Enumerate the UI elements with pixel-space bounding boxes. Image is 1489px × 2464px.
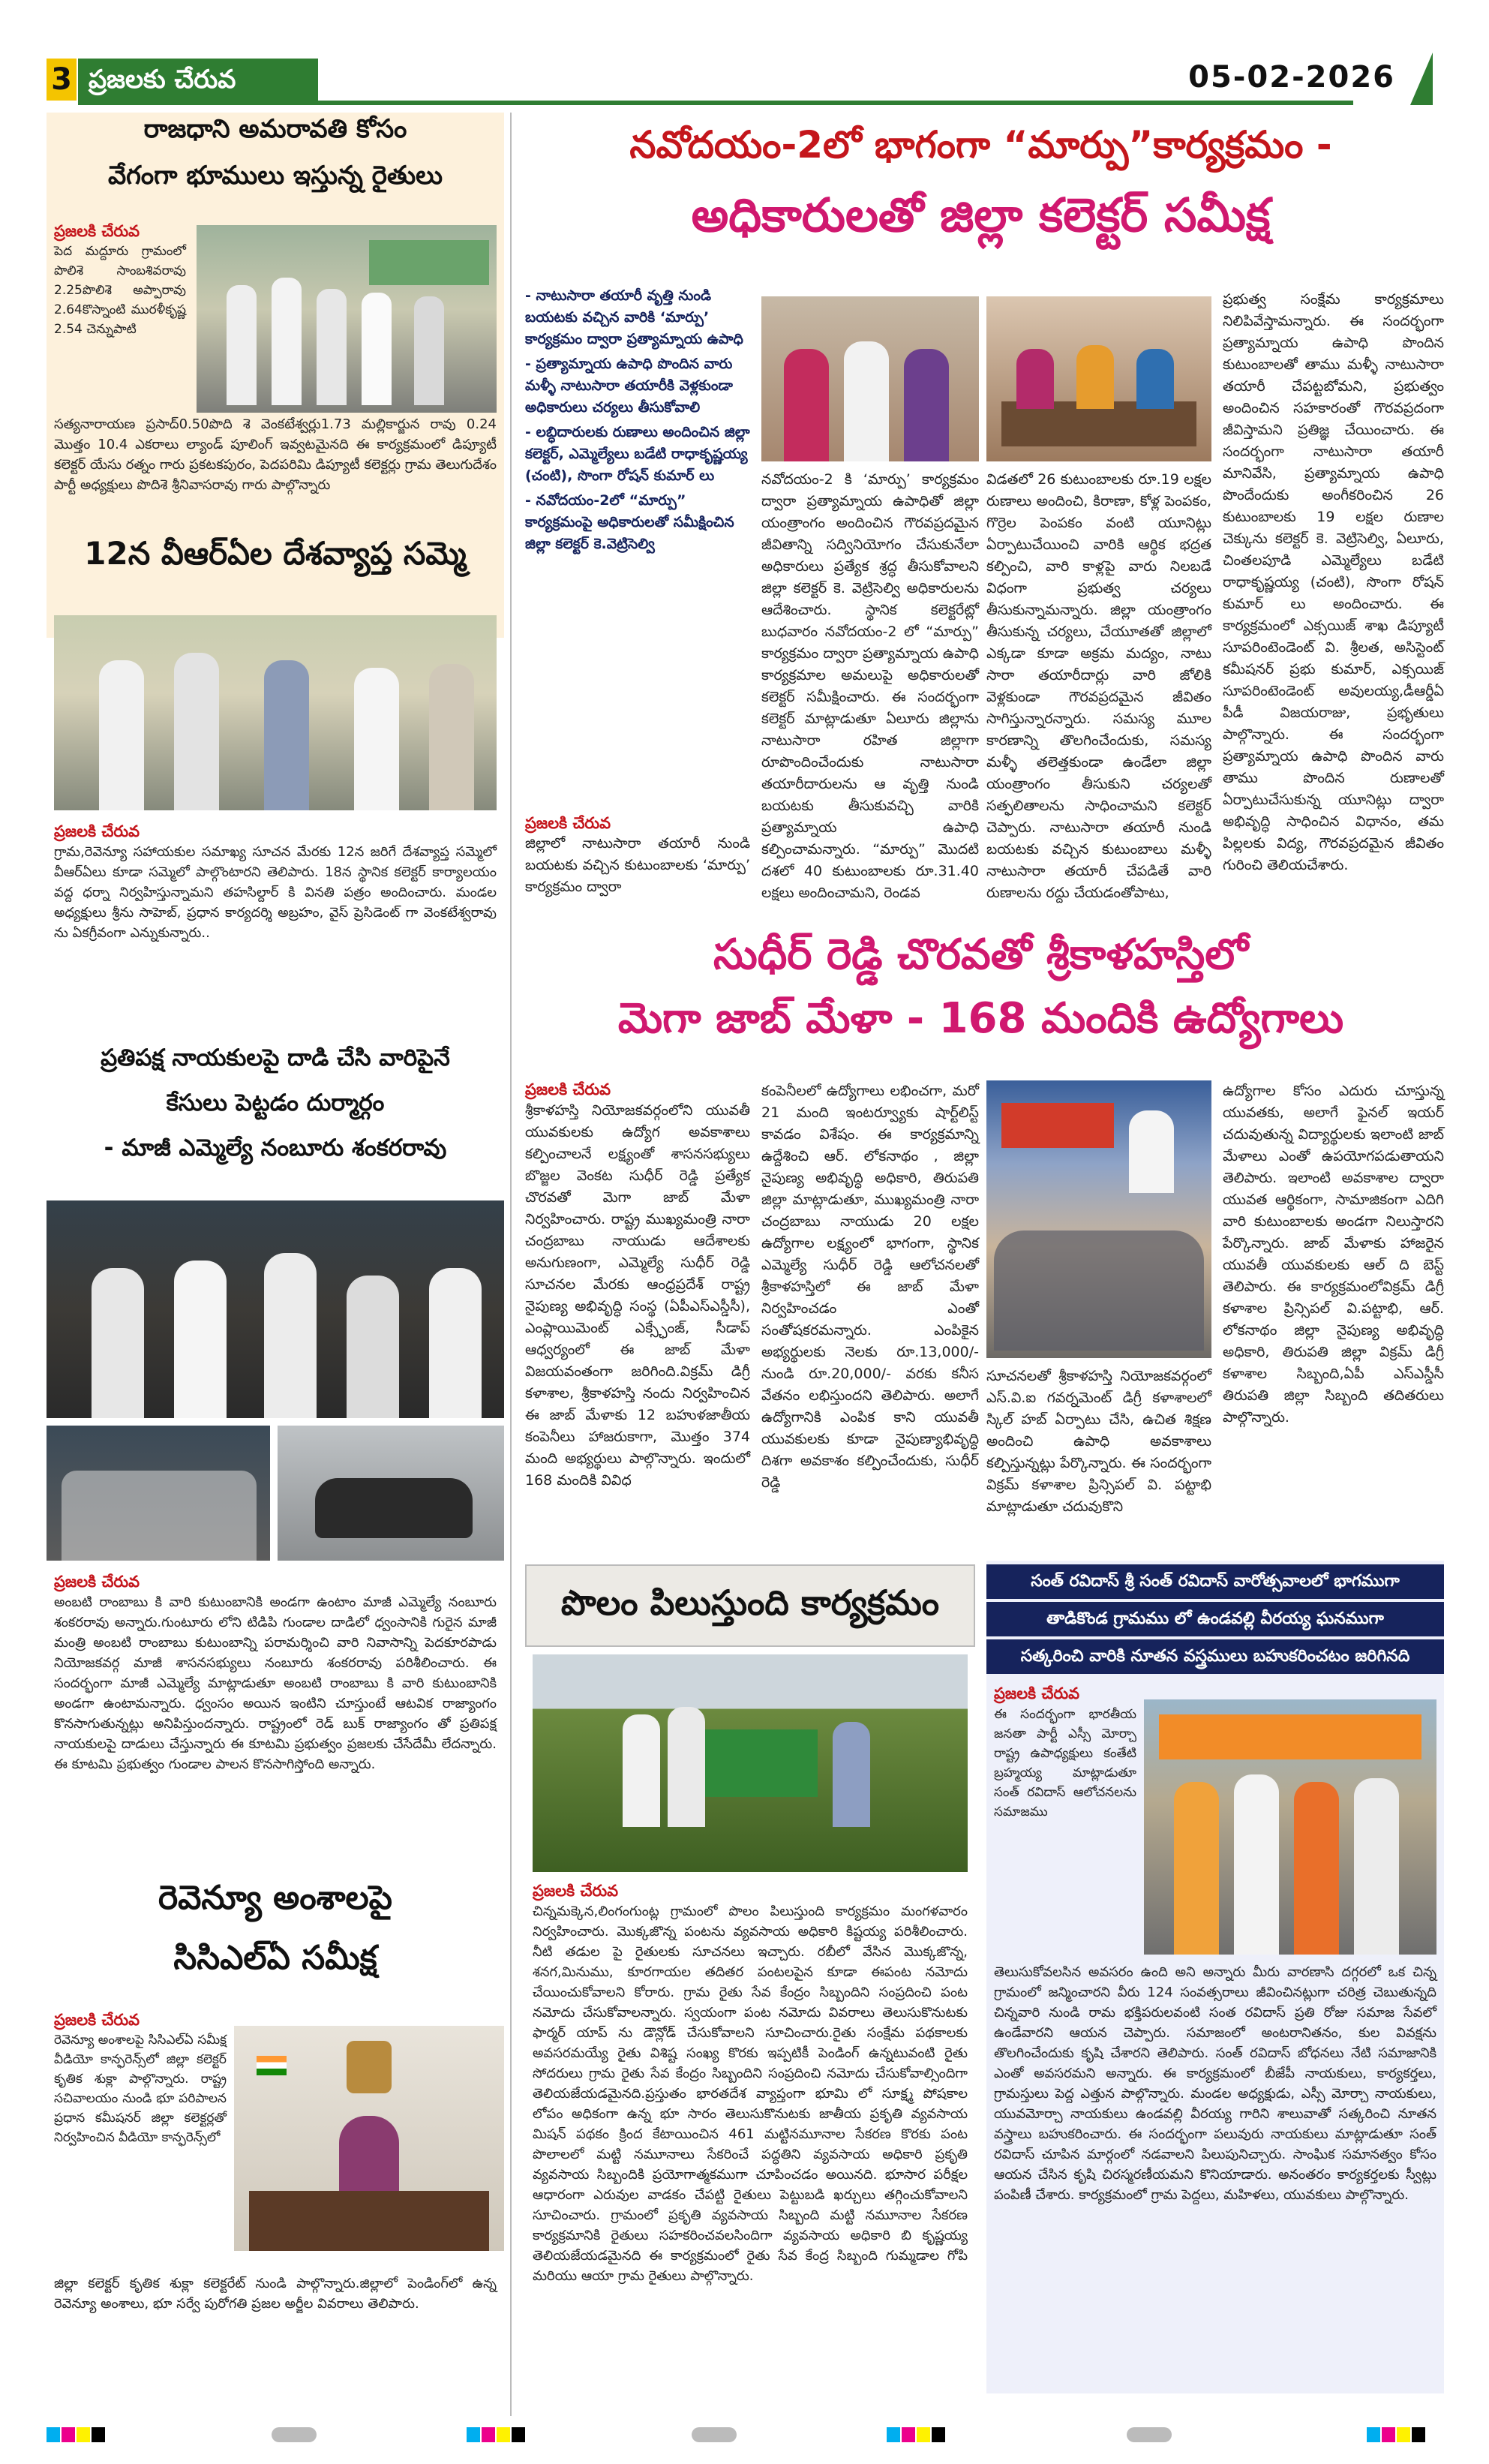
flag (257, 2056, 287, 2075)
main-story4-byline: ప్రజలకి చేరువ (994, 1684, 1080, 1702)
left-story3-headline-2: కేసులు పెట్టడం దుర్మార్గం (166, 1089, 385, 1116)
left-story1-side-text: పెద మద్దూరు గ్రామంలో పొలిశె సాంబశివరావు 2.25పొలిశె అప్పారావు 2.64కొస్నాంటి మురళీకృష్ణ 2.54 చెన్నుపాటి (54, 244, 186, 337)
left-story1-headline-1: రాజధాని అమరావతి కోసం (143, 114, 407, 144)
person (429, 664, 474, 810)
person (1294, 1782, 1339, 1955)
main-story2-headline-1: సుధీర్ రెడ్డి చొరవతో శ్రీకాళహస్తిలో (713, 930, 1248, 979)
crowd (994, 1230, 1204, 1351)
banner (1159, 1714, 1421, 1759)
person (99, 660, 144, 810)
swatch (47, 2427, 60, 2442)
person (174, 1261, 227, 1418)
swatch (497, 2427, 510, 2442)
photo-collector-meeting (761, 296, 979, 461)
person (1016, 349, 1054, 409)
main-story2-col3: సూచనలతో శ్రీకాళహస్తి నియోజకవర్గంలో ఎస్.వి.ఐ గవర్నమెంట్ డిగ్రీ కళాశాలలో స్కిల్ హబ్ ఏర్పాటు చేసి, ఉచిత శిక్షణ అందించి ఉపాధి అవకాశాలు కల్పిస్తున్నట్లు పేర్కొన్నారు. ఈ సందర్భంగా విక్రమ్ కళాశాల ప్రిన్సిపల్ వి. పట్టాభి మాట్లాడుతూ చదువుకొని (986, 1368, 1211, 1515)
banner (369, 240, 489, 285)
left-story2-body: గ్రామ,రెవెన్యూ సహాయకుల సమాఖ్య సూచన మేరకు 12న జరిగే దేశవ్యాప్త సమ్మెలో వీఆర్ఏలు కూడా సమ్మెలో పాల్గొంటారని తెలిపారు. 18న స్థానిక కలెక్టర్ కార్యాలయం వద్ద ధర్నా నిర్వహిస్తున్నామని తహసిల్దార్ కి వినతి పత్రం అందించారు. మండల అధ్యక్షులు శ్రీను సాహెబ్, ప్రధాన కార్యదర్శి అబ్రహం, వైస్ ప్రెసిడెంట్ గా వెంకటేశ్వరావు ను ఏకగ్రీవంగా ఎన్నుకున్నారు.. (54, 844, 497, 941)
bullet: - నవోదయం-2లో “మార్పు” కార్యక్రమంపై అధికారులతో సమీక్షించిన జిల్లా కలెక్టర్ కె.వెట్రిసెల్వి (525, 492, 734, 552)
person (339, 2116, 399, 2191)
photo-ravidas-felicitation (1144, 1699, 1436, 1955)
banner (705, 1729, 818, 1797)
left-story2-byline: ప్రజలకి చేరువ (54, 822, 140, 840)
person (227, 285, 257, 405)
left-story3-headline-3: - మాజీ ఎమ్మెల్యే నంబూరు శంకరరావు (104, 1134, 447, 1161)
crowd (62, 1471, 257, 1561)
left-story4-byline: ప్రజలకి చేరువ (54, 2011, 140, 2029)
person (362, 293, 392, 405)
left-story1-body: సత్యనారాయణ ప్రసాద్0.50పొది శె వెంకటేశ్వర్లు1.73 మల్లికార్జున రావు 0.24 మొత్తం 10.4 ఎకరాలు ల్యాండ్ పూలింగ్ ఇవ్వటమైనది ఈ కార్యక్రమంలో డిప్యూటీ కలెక్టర్ యేసు రత్నం గారు ప్రకటకపురం, పెదపరిమి డిప్యూటీ కలెక్టర్లు గ్రామ తెలుగుదేశం పార్టీ అధ్యక్షులు పొదిశె శ్రీనివాసరావు గారు పాల్గొన్నారు (54, 416, 497, 493)
person (668, 1707, 705, 1827)
person (1129, 1110, 1174, 1193)
main-story4-body: తెలుసుకోవలసిన అవసరం ఉంది అని అన్నారు మీరు వారణాసి దగ్గరలో ఒక చిన్న గ్రామంలో జన్మించారని వీరు 124 సంవత్సరాలు జీవించినట్లుగా చరిత్ర చెబుతున్నది చిన్నవారి నుండి రామ భక్తిపరులవంటి సంత రవిదాస్ ప్రతి రోజు సమాజ సేవలో ఉండేవారని ఆయన చెప్పారు. సమాజంలో అంటరానితనం, కుల వివక్షను తొలగించేందుకు కృషి చేశారని తెలిపారు. సంత్ రవిదాస్ బోధనలు నేటి సమాజానికి ఎంతో అవసరమని అన్నారు. ఈ కార్యక్రమంలో బీజేపీ నాయకులు, కార్యకర్తలు, గ్రామస్తులు పెద్ద ఎత్తున పాల్గొన్నారు. మండల అధ్యక్షుడు, ఎస్సీ మోర్చా నాయకులు, యువమోర్చా నాయకులు ఉండవల్లి వీరయ్య గారిని శాలువాతో సత్కరించి నూతన వస్త్రాలు బహుకరించారు. ఈ సందర్భంగా పలువురు నాయకులు మాట్లాడుతూ సంత్ రవిదాస్ చూపిన మార్గంలో నడవాలని పిలుపునిచ్చారు. సాంఘిక సమానత్వం కోసం ఆయన చేసిన కృషి చిరస్మరణీయమని కొనియాడారు. అనంతరం కార్యకర్తలకు స్వీట్లు పంపిణీ చేశారు. కార్యక్రమంలో గ్రామ పెద్దలు, మహిళలు, యువకులు పాల్గొన్నారు. (994, 1964, 1437, 2203)
bullet: - ప్రత్యామ్నాయ ఉపాధి పొందిన వారు మళ్ళీ నాటుసారా తయారీకి వెళ్లకుండా అధికారులు చర్యలు తీసుకోవాలి (525, 356, 733, 416)
section-title: ప్రజలకు చేరువ (78, 59, 318, 101)
main-story1-byline: ప్రజలకి చేరువ (525, 814, 611, 832)
page-number: 3 (47, 59, 77, 101)
main-story3-byline: ప్రజలకి చేరువ (533, 1882, 619, 1900)
swatch (77, 2427, 90, 2442)
left-story1-headline-2: వేగంగా భూములు ఇస్తున్న రైతులు (107, 161, 443, 191)
person (1354, 1778, 1399, 1955)
main-story2-col4: ఉద్యోగాల కోసం ఎదురు చూస్తున్న యువతకు, అలాగే ఫైనల్ ఇయర్ చదువుతున్న విద్యార్థులకు ఇలాంటి జాబ్ మేళాలు ఎంతో ఉపయోగపడుతాయని తెలిపారు. ఇలాంటి అవకాశాల ద్వారా యువత ఆర్థికంగా, సామాజికంగా ఎదిగి వారి కుటుంబాలకు అండగా నిలుస్తారని పేర్కొన్నారు. జాబ్ మేళాకు హాజరైన యువతీ యువకులకు ఆల్ ది బెస్ట్ తెలిపారు. ఈ కార్యక్రమంలోవిక్రమ్ డిగ్రీ కళాశాల ప్రిన్సిపల్ వి.పట్టాభి, ఆర్. లోకనాథం జిల్లా నైపుణ్య అభివృద్ధి అధికారి, తిరుపతి జిల్లా విక్రమ్ డిగ్రీ కళాశాల సిబ్బంది,ఏపీ ఎస్ఎస్డీసీ తిరుపతి జిల్లా సిబ్బంది తదితరులు పాల్గొన్నారు. (1223, 1083, 1444, 1426)
photo-farmers-handover (197, 225, 497, 413)
left-story2-headline: 12న వీఆర్ఏల దేశవ్యాప్త సమ్మె (84, 535, 467, 572)
swatch (1367, 2427, 1380, 2442)
main-story3-headline: పొలం పిలుస్తుంది కార్యక్రమం (560, 1582, 940, 1623)
person (92, 1268, 144, 1418)
left-story1-byline: ప్రజలకి చేరువ (54, 222, 140, 240)
person (1136, 349, 1174, 409)
swatch (272, 2427, 317, 2442)
photo-maize-field (533, 1654, 968, 1872)
swatch (1397, 2427, 1410, 2442)
left-story4-headline-2: సిసిఎల్ఏ సమీక్ష (173, 1939, 377, 1977)
swatch (932, 2427, 945, 2442)
person (784, 349, 829, 461)
left-story4-side-text: రెవెన్యూ అంశాలపై సిసిఎల్ఏ సమీక్ష వీడియో కాన్ఫరెన్స్‌లో జిల్లా కలెక్టర్ కృతిక శుక్లా పాల్గొన్నారు. రాష్ట్ర సచివాలయం నుండి భూ పరిపాలన ప్రధాన కమీషనర్ జిల్లా కలెక్టర్లతో నిర్వహించిన వీడియో కాన్ఫరెన్స్‌లో (54, 2033, 227, 2145)
main-story1-bullets (525, 285, 750, 555)
bullet: - నాటుసారా తయారీ వృత్తి నుండి బయటకు వచ్చిన వారికి ‘మార్పు’ కార్యక్రమం ద్వారా ప్రత్యామ్నాయ ఉపాధి (525, 287, 743, 347)
left-story4-body: జిల్లా కలెక్టర్ కృతిక శుక్లా కలెక్టరేట్ నుండి పాల్గొన్నారు.జిల్లాలో పెండింగ్‌లో ఉన్న రెవెన్యూ అంశాలు, భూ సర్వే పురోగతి ప్రజల అర్జీల వివరాలు తెలిపారు. (54, 2276, 497, 2312)
swatch (482, 2427, 495, 2442)
main-story4-side-text: ఈ సందర్భంగా భారతీయ జనతా పార్టీ ఎస్సీ మోర్చా రాష్ట్ర ఉపాధ్యక్షులు కంతేటి బ్రహ్మయ్య మాట్లాడుతూ సంత్ రవిదాస్ ఆలోచనలను సమాజము (994, 1707, 1136, 1819)
person (317, 289, 347, 405)
main-story1-col3: విడతలో 26 కుటుంబాలకు రూ.19 లక్షల రుణాలు అందించి, కిరాణా, కోళ్ల పెంపకం, గొర్రెల పెంపకం వంటి యూనిట్లు ఏర్పాటుచేయించి వారికి ఆర్థిక భద్రత కల్పించి, వారి కాళ్లపై వారు నిలబడే విధంగా ప్రభుత్వ చర్యలు తీసుకున్నామన్నారు. జిల్లా యంత్రాంగం తీసుకున్న చర్యలు, చేయూతతో జిల్లాలో ఎక్కడా కూడా అక్రమ మద్యం, నాటు సారా తయారీదార్లు వారి జోలికి వెళ్లకుండా గౌరవప్రదమైన జీవితం సాగిస్తున్నారన్నారు. సమస్య మూల కారణాన్ని తొలగించేందుకు, సమస్య మళ్ళీ తలెత్తకుండా ఉండేలా జిల్లా యంత్రాంగం తీసుకుని చర్యలతో సత్ఫలితాలను సాధించామని కలెక్టర్ చెప్పారు. నాటుసారా తయారీ నుండి బయటకు వచ్చిన కుటుంబాలు మళ్ళీ నాటుసారా తయారీ చేపడితే వారి రుణాలను రద్దు చేయడంతోపాటు, (986, 471, 1211, 901)
swatch (92, 2427, 105, 2442)
main-story2-headline-2: మెగా జాబ్ మేళా - 168 మందికి ఉద్యోగాలు (617, 994, 1344, 1043)
bullet: - లబ్ధిదారులకు రుణాలు అందించిన జిల్లా కలెక్టర్, ఎమ్మెల్యేలు బడేటి రాధాకృష్ణయ్య (చంటి), సొంగా రోషన్ కుమార్ లు (525, 424, 750, 484)
swatch (467, 2427, 480, 2442)
photo-vra-memorandum (54, 615, 497, 810)
car (315, 1478, 473, 1538)
person (354, 668, 399, 810)
person (429, 1268, 482, 1418)
header-green-wedge (1410, 53, 1433, 105)
person (414, 296, 444, 405)
photo-job-mela (986, 1080, 1211, 1358)
person (833, 1722, 870, 1827)
main-story4-headline-2: తాడికొండ గ్రామము లో ఉండవల్లి వీరయ్య ఘనముగా (986, 1602, 1444, 1636)
left-story3-byline: ప్రజలకి చేరువ (54, 1573, 140, 1591)
swatch (62, 2427, 75, 2442)
photo-video-conference (234, 2026, 504, 2251)
left-story3-headline-1: ప్రతిపక్ష నాయకులపై దాడి చేసి వారిపైనే (101, 1044, 450, 1071)
left-story4-headline-1: రెవెన్యూ అంశాలపై (158, 1879, 392, 1917)
person (264, 1253, 317, 1418)
swatch (692, 2427, 737, 2442)
left-story3-body: అంబటి రాంబాబు కి వారి కుటుంబానికి అండగా ఉంటాం మాజీ ఎమ్మెల్యే నంబూరు శంకరరావు అన్నారు.గుంటూరు లోని టిడిపి గుండాల దాడిలో ధ్వంసానికి గురైన మాజీ మంత్రి అంబటి రాంబాబు కుటుంబాన్ని పరామర్శించి వారి నివాసాన్ని పెదకూరపాడు నియోజకవర్గ మాజీ శాసనసభ్యులు నంబూరు శంకరరావు పరిశీలించారు. ఈ సందర్భంగా మాజీ ఎమ్మెల్యే మాట్లాడుతూ అంబటి రాంబాబు కి వారి కుటుంబానికి అండగా ఉంటామన్నారు. ధ్వంసం అయిన ఇంటిని చూస్తుంటే ఆటవిక రాజ్యాంగం కొనసాగుతున్నట్లు అనిపిస్తుందన్నారు. రాష్ట్రంలో రెడ్ బుక్ రాజ్యాంగం తో ప్రతిపక్ష నాయకులపై దాడులు చేస్తున్నారు ఈ కూటమి ప్రభుత్వం ప్రజలకు చేసేదేమీ లేదన్నారు. ఈ కూటమి ప్రభుత్వం గుండాల పాలన కొనసాగిస్తోంది అన్నారు. (54, 1594, 497, 1772)
photo-ex-mla-visit (47, 1200, 504, 1418)
person (174, 653, 219, 810)
person (623, 1714, 660, 1827)
person (1174, 1782, 1219, 1955)
main-story1-headline-1: నవోదయం-2లో భాగంగా “మార్పు”కార్యక్రమం - (629, 123, 1332, 167)
photo-collector-meeting-2 (986, 296, 1211, 461)
photo-ex-mla-visit-2 (47, 1426, 270, 1561)
date: 05-02-2026 (1188, 60, 1395, 95)
person (347, 1276, 399, 1418)
swatch (902, 2427, 915, 2442)
main-story1-col2: నవోదయం-2 కి ‘మార్పు’ కార్యక్రమం ద్వారా ప్రత్యామ్నాయ ఉపాధితో జిల్లా యంత్రాంగం అందించిన గౌరవప్రదమైన జీవితాన్ని సద్వినియోగం చేసుకునేలా అధికారులు ప్రత్యేక శ్రద్ధ తీసుకోవాలని జిల్లా కలెక్టర్ కె. వెట్రిసెల్వి అధికారులను ఆదేశించారు. స్థానిక కలెక్టరేట్లో బుధవారం నవోదయం-2 లో “మార్పు” కార్యక్రమం ద్వారా ప్రత్యామ్నాయ ఉపాధి కార్యక్రమాల అమలుపై అధికారులతో కలెక్టర్ సమీక్షించారు. ఈ సందర్భంగా కలెక్టర్ మాట్లాడుతూ ఏలూరు జిల్లాను నాటుసారా రహిత జిల్లాగా రూపొందించేందుకు నాటుసారా తయారీదారులను ఆ వృత్తి నుండి బయటకు తీసుకువచ్చి వారికి ప్రత్యామ్నాయ ఉపాధి కల్పించామన్నారు. “మార్పు” మొదటి దశలో 40 కుటుంబాలకు రూ.31.40 లక్షలు అందించామని, రెండవ (761, 471, 979, 901)
person (904, 349, 949, 461)
column-divider (510, 113, 512, 2416)
person (272, 278, 302, 405)
emblem-icon (347, 2041, 392, 2093)
photo-damaged-car (278, 1426, 504, 1561)
desk (249, 2191, 489, 2251)
swatch (1412, 2427, 1425, 2442)
swatch (512, 2427, 525, 2442)
main-story1-col1-tail: జిల్లాలో నాటుసారా తయారీ నుండి బయటకు వచ్చిన కుటుంబాలకు ‘మార్పు’ కార్యక్రమం ద్వారా (525, 835, 750, 895)
main-story4-headline-3: సత్కరించి వారికి నూతన వస్త్రములు బహుకరించటం జరిగినది (986, 1639, 1444, 1674)
main-story2-byline: ప్రజలకి చేరువ (525, 1080, 611, 1098)
registration-marks (47, 2427, 1442, 2442)
main-story2-col1: శ్రీకాళహస్తి నియోజకవర్గంలోని యువతీ యువకులకు ఉద్యోగ అవకాశాలు కల్పించాలనే లక్ష్యంతో శాసనసభ్యులు బొజ్జల వెంకట సుధీర్ రెడ్డి ప్రత్యేక చొరవతో మెగా జాబ్ మేళా నిర్వహించారు. రాష్ట్ర ముఖ్యమంత్రి నారా చంద్రబాబు నాయుడు ఆదేశాలకు అనుగుణంగా, ఎమ్మెల్యే సుధీర్ రెడ్డి సూచనల మేరకు ఆంధ్రప్రదేశ్ రాష్ట్ర నైపుణ్య అభివృద్ధి సంస్థ (ఏపీఎస్ఎస్డీసీ), ఎంప్లాయిమెంట్ ఎక్స్ఛేంజ్, సీడాప్ ఆధ్వర్యంలో ఈ జాబ్ మేళా విజయవంతంగా జరిగింది.విక్రమ్ డిగ్రీ కళాశాల, శ్రీకాళహస్తి నందు నిర్వహించిన ఈ జాబ్ మేళాకు 12 బహుళజాతీయ కంపెనీలు హాజరుకాగా, మొత్తం 374 మంది అభ్యర్థులు పాల్గొన్నారు. ఇందులో 168 మందికి వివిధ (525, 1102, 750, 1489)
swatch (887, 2427, 900, 2442)
person (264, 660, 309, 810)
person (844, 341, 889, 461)
banner (1001, 1103, 1114, 1148)
main-story1-headline-2: అధికారులతో జిల్లా కలెక్టర్ సమీక్ష (691, 188, 1271, 242)
person (1076, 345, 1114, 409)
swatch (1382, 2427, 1395, 2442)
main-story3-body: చిన్నమక్కెన,లింగంగుంట్ల గ్రామంలో పొలం పిలుస్తుంది కార్యక్రమం మంగళవారం నిర్వహించారు. మొక్కజొన్న పంటను వ్యవసాయ అధికారి కిష్టయ్య పరిశీలించారు. నీటి తడుల పై రైతులకు సూచనలు ఇచ్చారు. రబీలో వేసిన మొక్కజొన్న, శనగ,మినుము, కూరగాయల తదితర పంటలపైన కూడా ఈపంట నమోదు చేయించుకోవాలని కోరారు. గ్రామ రైతు సేవ కేంద్రం సిబ్బందిని సంప్రదించి పంట నమోదు చేసుకోవాలన్నారు. స్వయంగా పంట నమోదు వివరాలు తెలుసుకొనుటకు ఫార్మర్ యాప్ ను డౌన్లోడ్ చేసుకోవాలని సూచించారు.రైతు సంక్షేమ పథకాలకు అవసరమయ్యే రైతు విశిష్ట సంఖ్య కొరకు ఇప్పటికీ పెండింగ్ ఉన్నటువంటి రైతు సోదరులు గ్రామ రైతు సేవ కేంద్రం సిబ్బందిని సంప్రదించి నమోదు చేసుకోవాల్సిందిగా తెలియజేయడమైనది.ప్రస్తుతం భారతదేశ వ్యాప్తంగా భూమి లో సూక్ష్మ పోషకాల లోపం అధికంగా ఉన్న భూ సారం తెలుసుకొనుటకు జాతీయ ప్రకృతి వ్యవసాయ మిషన్ పథకం క్రింద కేటాయించిన 461 మట్టినమూనాల సేకరణ కొరకు పంట పొలాలలో మట్టి నమూనాలు సేకరించే పద్ధతిని వ్యవసాయ అధికారి ప్రకృతి వ్యవసాయ సిబ్బందికి ప్రయోగాత్మకముగా చూపించడం అయినది. భూసార పరీక్షల ఆధారంగా ఎరువుల వాడకం చేపట్టి రైతులు పెట్టుబడి ఖర్చులు తగ్గించుకోవాలని సూచించారు. గ్రామంలో ప్రకృతి వ్యవసాయ సిబ్బంది మట్టి నమూనాల సేకరణ కార్యక్రమానికి రైతులు సహకరించవలసిందిగా వ్యవసాయ అధికారి బి కృష్ణయ్య తెలియజేయడమైనది ఈ కార్యక్రమంలో రైతు సేవ కేంద్ర సిబ్బంది గుమ్మడాల గోపి మరియు ఆయా గ్రామ రైతులు పాల్గొన్నారు. (533, 1904, 968, 2284)
person (1234, 1774, 1279, 1955)
swatch (917, 2427, 930, 2442)
main-story2-col2: కంపెనీలలో ఉద్యోగాలు లభించగా, మరో 21 మంది ఇంటర్వ్యూకు షార్ట్‌లిస్ట్ కావడం విశేషం. ఈ కార్యక్రమాన్ని ఉద్దేశించి ఆర్. లోకనాథం , జిల్లా నైపుణ్య అభివృద్ధి అధికారి, తిరుపతి జిల్లా మాట్లాడుతూ, ముఖ్యమంత్రి నారా చంద్రబాబు నాయుడు 20 లక్షల ఉద్యోగాల లక్ష్యంలో భాగంగా, స్థానిక ఎమ్మెల్యే సుధీర్ రెడ్డి ఆలోచనలతో శ్రీకాళహస్తిలో ఈ జాబ్ మేళా నిర్వహించడం ఎంతో సంతోషకరమన్నారు. ఎంపికైన అభ్యర్థులకు నెలకు రూ.13,000/- నుండి రూ.20,000/- వరకు కనీస వేతనం లభిస్తుందని తెలిపారు. అలాగే ఉద్యోగానికి ఎంపిక కాని యువతీ యువకులకు కూడా నైపుణ్యాభివృద్ధి దిశగా అవకాశం కల్పించేందుకు, సుధీర్ రెడ్డి (761, 1083, 979, 1491)
main-story1-col4: ప్రభుత్వ సంక్షేమ కార్యక్రమాలు నిలిపివేస్తామన్నారు. ఈ సందర్భంగా ప్రత్యామ్నాయ ఉపాధి పొందిన కుటుంబాలతో తాము మళ్ళీ నాటుసారా తయారీ చేపట్టబోమని, ప్రభుత్వం అందించిన సహకారంతో గౌరవప్రదంగా జీవిస్తామని ప్రతిజ్ఞ చేయించారు. ఈ సందర్భంగా నాటుసారా తయారీ మానివేసి, ప్రత్యామ్నాయ ఉపాధి పొందేందుకు అంగీకరించిన 26 కుటుంబాలకు 19 లక్షల రుణాల చెక్కును కలెక్టర్ కె. వెట్రిసెల్వి, ఏలూరు, చింతలపూడి ఎమ్మెల్యేలు బడేటి రాధాకృష్ణయ్య (చంటి), సొంగా రోషన్ కుమార్ లు అందించారు. ఈ కార్యక్రమంలో ఎక్సయిజ్ శాఖ డిప్యూటీ సూపరింటెండెంట్ వి. శ్రీలత, అసిస్టెంట్ కమీషనర్ ప్రభు కుమార్, ఎక్సయిజ్ సూపరింటెండెంట్ అవులయ్య,డీఆర్డీఏ పీడీ విజయరాజు, ప్రభృతులు పాల్గొన్నారు. ఈ సందర్భంగా ప్రత్యామ్నాయ ఉపాధి పొందిన వారు తాము పొందిన రుణాలతో ఏర్పాటుచేసుకున్న యూనిట్లు ద్వారా అభివృద్ధి సాధించిన విధానం, తమ పిల్లలకు విద్య, గౌరవప్రదమైన జీవితం గురించి తెలియచేశారు. (1223, 291, 1444, 873)
main-story4-headline-1: సంత్ రవిదాస్ శ్రీ సంత్ రవిదాస్ వారోత్సవాలలో భాగముగా (986, 1564, 1444, 1599)
swatch (1127, 2427, 1172, 2442)
